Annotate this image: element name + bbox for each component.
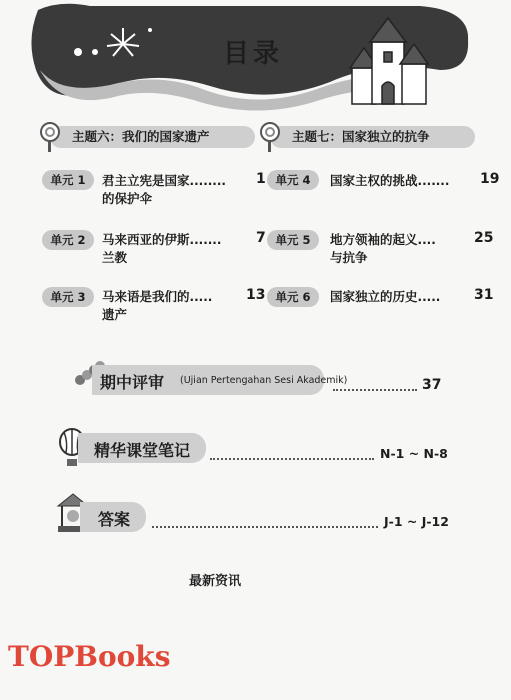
- answers-page: J-1 ~ J-12: [384, 514, 449, 529]
- dot-leader: [333, 389, 417, 391]
- midterm-subtitle: (Ujian Pertengahan Sesi Akademik): [180, 375, 348, 386]
- theme-six-header: 主题六：我们的国家遗产: [50, 126, 255, 148]
- notes-page: N-1 ~ N-8: [380, 446, 448, 461]
- unit-badge: 单元 5: [267, 230, 319, 250]
- answers-title: 答案: [98, 510, 131, 529]
- unit-badge: 单元 2: [42, 230, 94, 250]
- unit-5-title[interactable]: 地方领袖的起义.... 与抗争: [330, 232, 436, 265]
- unit-badge: 单元 1: [42, 170, 94, 190]
- unit-5-page: 25: [474, 230, 494, 246]
- latest-news-heading[interactable]: 最新资讯: [189, 574, 242, 589]
- page-title: 目录: [222, 39, 283, 69]
- lollipop-icon: [40, 122, 60, 142]
- unit-badge: 单元 6: [267, 287, 319, 307]
- unit-badge: 单元 4: [267, 170, 319, 190]
- topbooks-logo: TOPBooks: [8, 640, 171, 673]
- unit-3-title[interactable]: 马来语是我们的..... 遗产: [102, 289, 213, 322]
- midterm-title: 期中评审: [100, 373, 165, 392]
- unit-4-title[interactable]: 国家主权的挑战.......: [330, 173, 450, 188]
- dot-leader: [152, 526, 378, 528]
- unit-6-title[interactable]: 国家独立的历史.....: [330, 289, 441, 304]
- unit-4-page: 19: [480, 171, 500, 187]
- midterm-page: 37: [422, 377, 442, 393]
- lollipop-icon: [260, 122, 280, 142]
- unit-1-page: 1: [256, 171, 266, 187]
- theme-seven-header: 主题七：国家独立的抗争: [270, 126, 475, 148]
- notes-title: 精华课堂笔记: [94, 441, 191, 460]
- unit-2-title[interactable]: 马来西亚的伊斯....... 兰教: [102, 232, 222, 265]
- dot-leader: [210, 458, 374, 460]
- unit-badge: 单元 3: [42, 287, 94, 307]
- unit-3-page: 13: [246, 287, 266, 303]
- unit-6-page: 31: [474, 287, 494, 303]
- unit-1-title[interactable]: 君主立宪是国家........ 的保护伞: [102, 173, 226, 206]
- unit-2-page: 7: [256, 230, 266, 246]
